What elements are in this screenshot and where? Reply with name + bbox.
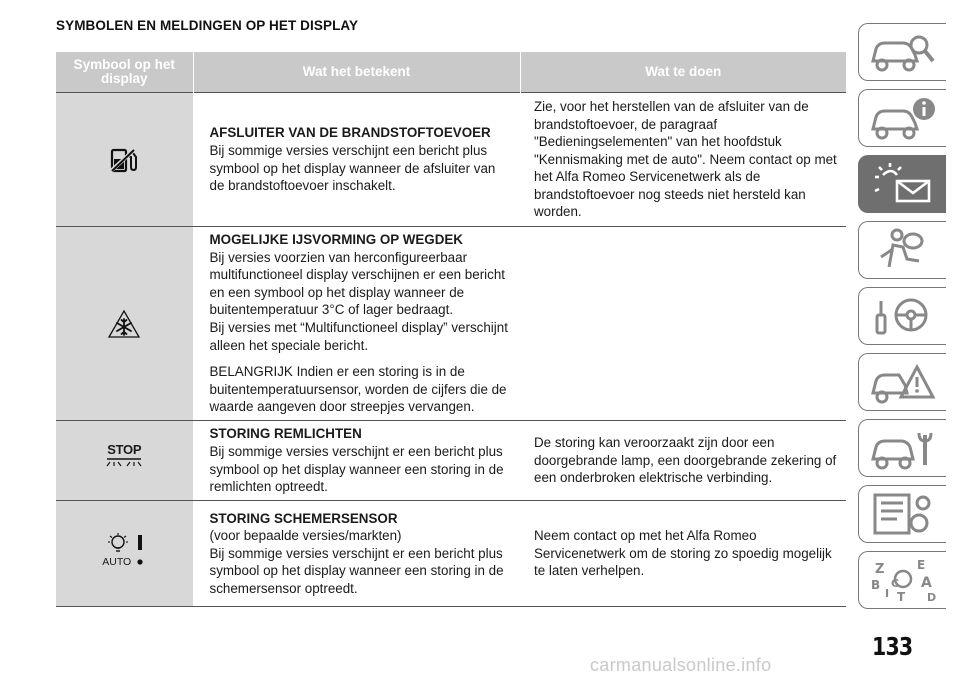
meaning-text: Bij versies met “Multifunctioneel display” verschijnt alleen het speciale bericht. — [209, 320, 508, 353]
tab-car-info[interactable] — [858, 89, 946, 147]
svg-text:A: A — [920, 575, 932, 591]
tab-key-steering[interactable] — [858, 287, 946, 345]
svg-text:C: C — [890, 577, 899, 590]
symbol-cell — [56, 93, 193, 227]
header-meaning: Wat het betekent — [193, 52, 520, 93]
warning-light-message-icon — [867, 161, 939, 207]
ice-warning-icon — [56, 309, 193, 339]
svg-text:T: T — [896, 590, 905, 603]
meaning-text: (voor bepaalde versies/markten) — [209, 528, 402, 544]
symbol-cell — [56, 421, 193, 501]
svg-text:Z: Z — [874, 562, 884, 577]
meaning-cell — [193, 501, 520, 607]
car-wrench-icon — [867, 425, 939, 471]
car-search-icon — [867, 29, 939, 75]
symbol-cell — [56, 501, 193, 607]
symbols-table — [56, 52, 846, 607]
message-title: MOGELIJKE IJSVORMING OP WEGDEK — [209, 232, 463, 248]
page-number: 133 — [872, 632, 913, 661]
car-crash-warning-icon — [867, 359, 939, 405]
message-title: STORING SCHEMERSENSOR — [209, 510, 398, 526]
key-steering-wheel-icon — [867, 293, 939, 339]
tab-warning-lights[interactable] — [858, 155, 946, 213]
symbol-cell — [56, 227, 193, 421]
spec-list-gear-icon — [867, 491, 939, 537]
action-cell — [520, 227, 846, 421]
header-action: Wat te doen — [520, 52, 846, 93]
message-title: AFSLUITER VAN DE BRANDSTOFTOEVOER — [209, 125, 491, 141]
chapter-tabs — [858, 23, 946, 617]
meaning-text: Bij versies voorzien van herconfigureerbaar multifunctioneel display verschijnen er een bericht en een symbool op het display wanneer de buitentemperatuur 3°C of lager bedraagt. — [209, 249, 505, 318]
meaning-text: Bij sommige versies verschijnt een bericht plus symbool op het display wanneer de afsluiter van de brandstoftoevoer inschakelt. — [209, 142, 496, 194]
tab-car-search[interactable] — [858, 23, 946, 81]
message-title: STORING REMLICHTEN — [209, 426, 362, 442]
svg-text:B: B — [870, 578, 880, 592]
action-cell — [520, 93, 846, 227]
svg-text:I: I — [884, 587, 889, 600]
svg-text:E: E — [916, 558, 925, 572]
car-info-icon — [867, 95, 939, 141]
meaning-text: BELANGRIJK Indien er een storing is in de buitentemperatuursensor, worden de cijfers die de waarde aangeven door streepjes vervangen. — [209, 364, 507, 415]
meaning-text: Bij sommige versies verschijnt er een bericht plus symbool op het display wanneer een storing in de remlichten optreedt. — [209, 443, 504, 495]
meaning-text: Bij sommige versies verschijnt er een bericht plus symbool op het display wanneer een storing in de schemersensor optreedt. — [209, 545, 504, 596]
stop-lights-icon: STOP — [102, 443, 146, 473]
watermark: carmanualsonline.info — [590, 655, 772, 675]
tab-crash-warning[interactable] — [858, 353, 946, 411]
dusk-sensor-icon: AUTO — [98, 533, 150, 569]
action-text: Neem contact op met het Alfa Romeo Servicenetwerk om de storing zo spoedig mogelijk te laten verhelpen. — [534, 528, 832, 579]
fuel-cap-icon — [56, 145, 193, 175]
svg-text:D: D — [926, 591, 936, 603]
action-text: De storing kan veroorzaakt zijn door een doorgebrande lamp, een doorgebrande zekering of een onderbroken elektrische verbinding. — [534, 435, 837, 486]
tab-index[interactable] — [858, 551, 946, 609]
table-row — [56, 421, 846, 501]
table-row — [56, 501, 846, 607]
page-title: SYMBOLEN EN MELDINGEN OP HET DISPLAY — [56, 18, 359, 33]
tab-airbag-seat[interactable] — [858, 221, 946, 279]
action-cell — [520, 421, 846, 501]
tab-specifications[interactable] — [858, 485, 946, 543]
airbag-seat-icon — [867, 227, 939, 273]
table-row — [56, 227, 846, 421]
meaning-cell — [193, 93, 520, 227]
meaning-cell — [193, 227, 520, 421]
header-symbol: Symbool op het display — [56, 52, 193, 93]
meaning-cell — [193, 421, 520, 501]
tab-car-wrench[interactable] — [858, 419, 946, 477]
table-row — [56, 93, 846, 227]
action-text: Zie, voor het herstellen van de afsluiter van de brandstoftoevoer, de paragraaf "Bedieningselementen" van het hoofdstuk "Kennismaking met de auto". Neem contact op met het Alfa Romeo Servicenetwerk als de brandstoftoevoer nog steeds niet hersteld kan worden. — [534, 98, 837, 220]
alphabet-index-icon — [867, 557, 939, 603]
action-cell — [520, 501, 846, 607]
